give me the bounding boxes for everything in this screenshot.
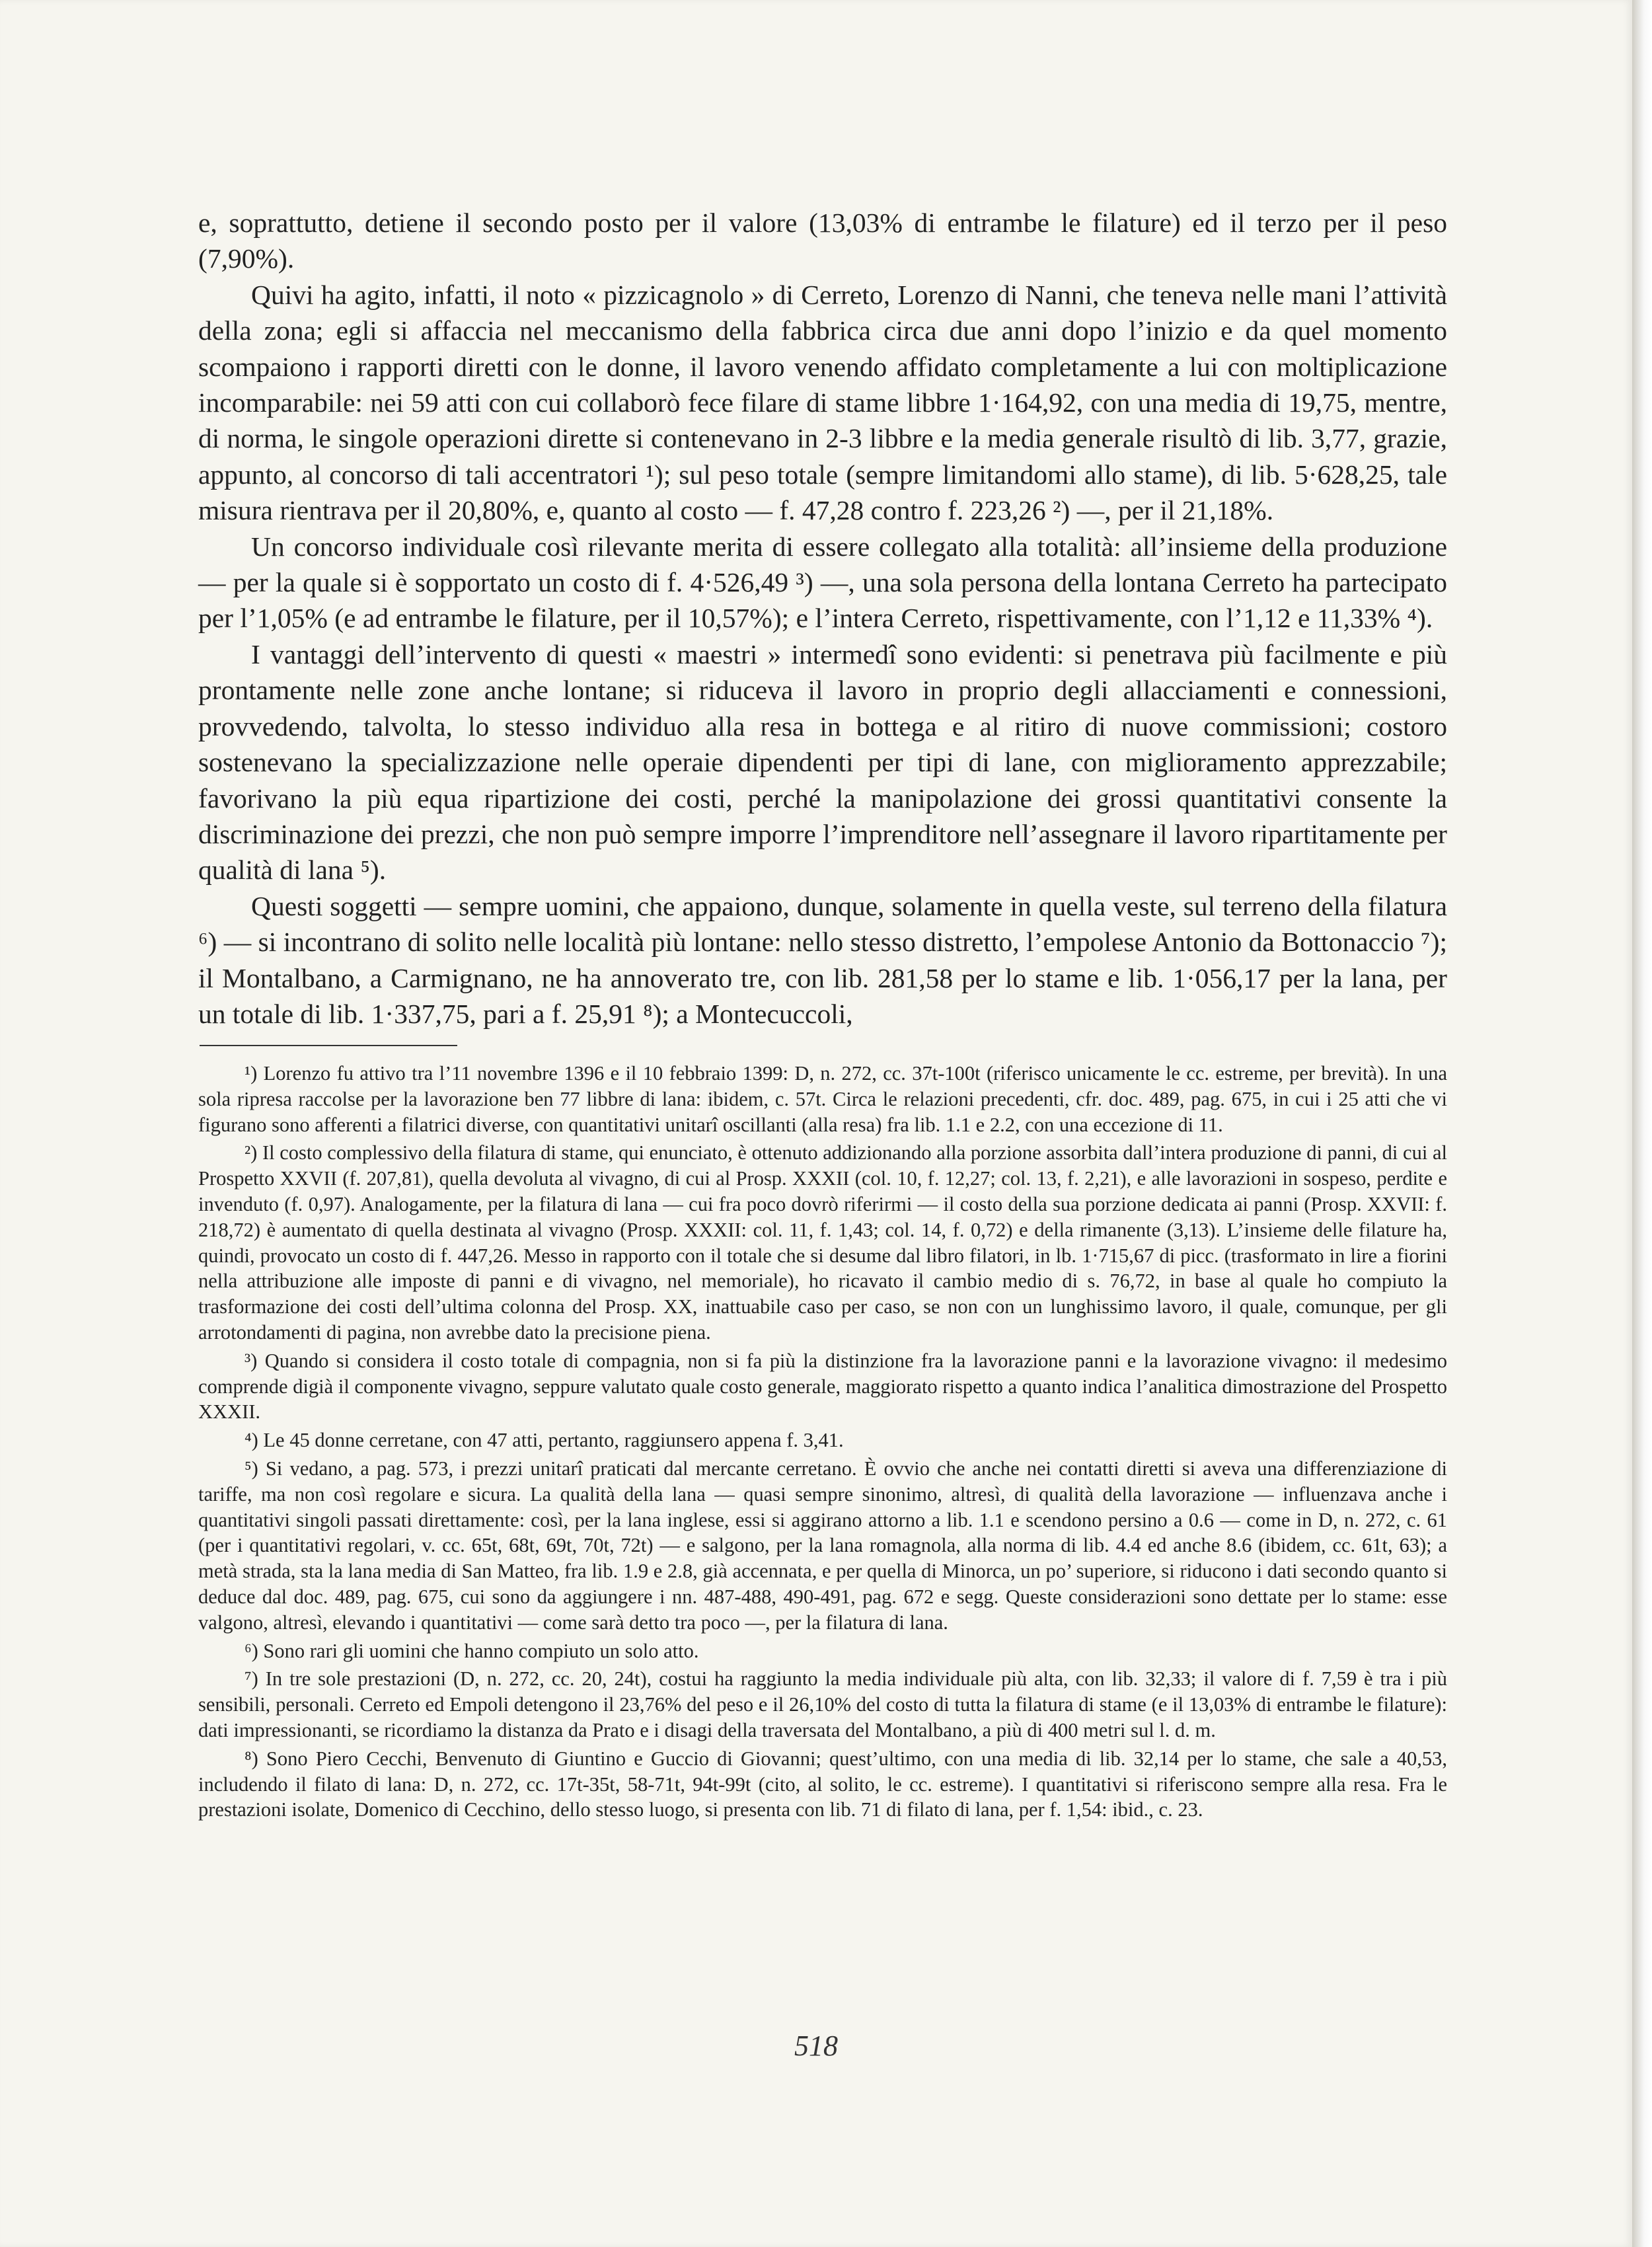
footnote: ⁵) Si vedano, a pag. 573, i prezzi unitarî praticati dal mercante cerretano. È ovvio che anche nei contatti diretti si aveva una differenziazione di tariffe, ma non così regolare e sicura. La qualità della lana — quasi sempre sinonimo, altresì, di qualità della lavorazione — influenzava anche i quantitativi singoli passati direttamente: così, per la lana inglese, essi si aggirano attorno a lib. 1.1 e scendono persino a 0.6 — come in D, n. 272, c. 61 (per i quantitativi regolari, v. cc. 65t, 68t, 69t, 70t, 72t) — e salgono, per la lana romagnola, alla norma di lib. 4.4 ed anche 8.6 (ibidem, cc. 61t, 63); a metà strada, sta la lana media di San Matteo, fra lib. 1.9 e 2.8, già accennata, e per quella di Minorca, un po’ superiore, si riducono i dati secondo quanto si deduce dal doc. 489, pag. 675, cui sono da aggiungere i nn. 487-488, 490-491, pag. 672 e segg. Queste considerazioni sono dettate per lo stame: esse valgono, altresì, elevando i quantitativi — come sarà detto tra poco —, per la filatura di lana.	[198, 1457, 1447, 1634]
footnote: ²) Il costo complessivo della filatura di stame, qui enunciato, è ottenuto addizionando alla porzione assorbita dall’intera produzione di panni, di cui al Prospetto XXVII (f. 207,81), quella devoluta al vivagno, di cui al Prosp. XXXII (col. 10, f. 12,27; col. 13, f. 2,21), e alle lavorazioni in sospeso, perdite e invenduto (f. 0,97). Analogamente, per la filatura di lana — cui fra poco dovrò riferirmi — il costo della sua porzione dedicata ai panni (Prosp. XXVII: f. 218,72) è aumentato di quella destinata al vivagno (Prosp. XXXII: col. 11, f. 1,43; col. 14, f. 0,72) e della rimanente (3,13). L’insieme delle filature ha, quindi, provocato un costo di f. 447,26. Messo in rapporto con il totale che si desume dal libro filatori, in lb. 1·715,67 di picc. (trasformato in lire a fiorini nella attribuzione alle imposte di panni e di vivagno, nel memoriale), ho ricavato il cambio medio di s. 76,72, in base al quale ho compiuto la trasformazione dei costi dell’ultima colonna del Prosp. XX, inattuabile caso per caso, se non con un lunghissimo lavoro, il quale, comunque, per gli arrotondamenti di pagina, non avrebbe dato la precisione piena.	[198, 1141, 1447, 1344]
footnote: ⁶) Sono rari gli uomini che hanno compiuto un solo atto.	[244, 1639, 699, 1662]
footnote: ³) Quando si considera il costo totale di compagnia, non si fa più la distinzione fra la lavorazione panni e la lavorazione vivagno: il medesimo comprende digià il componente vivagno, seppure valutato quale costo generale, maggiorato rispetto a quanto indica l’analitica dimostrazione del Prospetto XXXII.	[198, 1349, 1447, 1424]
footnotes	[198, 1061, 1447, 1825]
paragraph: Un concorso individuale così rilevante merita di essere collegato alla totalità: all’insieme della produzione — per la quale si è sopportato un costo di f. 4·526,49 ³) —, una sola persona della lontana Cerreto ha partecipato per l’1,05% (e ad entrambe le filature, per il 10,57%); e l’intera Cerreto, rispettivamente, con l’1,12 e 11,33% ⁴).	[198, 531, 1447, 634]
page-edge	[1632, 0, 1652, 2247]
footnote: ¹) Lorenzo fu attivo tra l’11 novembre 1396 e il 10 febbraio 1399: D, n. 272, cc. 37t-100t (riferisco unicamente le cc. estreme, per brevità). In una sola ripresa raccolse per la lavorazione ben 77 libbre di lana: ibidem, c. 57t. Circa le relazioni precedenti, cfr. doc. 489, pag. 675, in cui i 25 atti che vi figurano sono afferenti a filatrici diverse, con quantitativi unitarî oscillanti (alla resa) fra lib. 1.1 e 2.2, con una eccezione di 11.	[198, 1062, 1447, 1136]
paragraph: e, soprattutto, detiene il secondo posto per il valore (13,03% di entrambe le filature) ed il terzo per il peso (7,90%).	[198, 208, 1447, 274]
main-text	[198, 205, 1447, 1032]
footnote: ⁷) In tre sole prestazioni (D, n. 272, cc. 20, 24t), costui ha raggiunto la media individuale più alta, con lib. 32,33; il valore di f. 7,59 è tra i più sensibili, personali. Cerreto ed Empoli detengono il 23,76% del peso e il 26,10% del costo di tutta la filatura di stame (e il 13,03% di entrambe le filature): dati impressionanti, se ricordiamo la distanza da Prato e i disagi della traversata del Montalbano, a più di 400 metri sul l. d. m.	[198, 1667, 1447, 1741]
footnote: ⁸) Sono Piero Cecchi, Benvenuto di Giuntino e Guccio di Giovanni; quest’ultimo, con una media di lib. 32,14 per lo stame, che sale a 40,53, includendo il filato di lana: D, n. 272, cc. 17t-35t, 58-71t, 94t-99t (cito, al solito, le cc. estreme). I quantitativi si riferiscono sempre alla resa. Fra le prestazioni isolate, Domenico di Cecchino, dello stesso luogo, si presenta con lib. 71 di filato di lana, per f. 1,54: ibid., c. 23.	[198, 1747, 1447, 1821]
page-number: 518	[794, 2030, 838, 2062]
paragraph: Quivi ha agito, infatti, il noto « pizzicagnolo » di Cerreto, Lorenzo di Nanni, che teneva nelle mani l’attività della zona; egli si affaccia nel meccanismo della fabbrica circa due anni dopo l’inizio e da quel momento scompaiono i rapporti diretti con le donne, il lavoro venendo affidato completamente a lui con moltiplicazione incomparabile: nei 59 atti con cui collaborò fece filare di stame libbre 1·164,92, con una media di 19,75, mentre, di norma, le singole operazioni dirette si contenevano in 2-3 libbre e la media generale risultò di lib. 3,77, grazie, appunto, al concorso di tali accentratori ¹); sul peso totale (sempre limitandomi allo stame), di lib. 5·628,25, tale misura rientrava per il 20,80%, e, quanto al costo — f. 47,28 contro f. 223,26 ²) —, per il 21,18%.	[198, 279, 1447, 526]
footnote-divider	[200, 1045, 457, 1046]
paragraph: I vantaggi dell’intervento di questi « maestri » intermedî sono evidenti: si penetrava più facilmente e più prontamente nelle zone anche lontane; si riduceva il lavoro in proprio degli allacciamenti e connessioni, provvedendo, talvolta, lo stesso individuo alla resa in bottega e al ritiro di nuove commissioni; costoro sostenevano la specializzazione nelle operaie dipendenti per tipi di lane, con miglioramento apprezzabile; favorivano la più equa ripartizione dei costi, perché la manipolazione dei grossi quantitativi consente la discriminazione dei prezzi, che non può sempre imporre l’imprenditore nell’assegnare il lavoro ripartitamente per qualità di lana ⁵).	[198, 638, 1447, 886]
footnote: ⁴) Le 45 donne cerretane, con 47 atti, pertanto, raggiunsero appena f. 3,41.	[244, 1429, 844, 1452]
paragraph: Questi soggetti — sempre uomini, che appaiono, dunque, solamente in quella veste, sul terreno della filatura ⁶) — si incontrano di solito nelle località più lontane: nello stesso distretto, l’empolese Antonio da Bottonaccio ⁷); il Montalbano, a Carmignano, ne ha annoverato tre, con lib. 281,58 per lo stame e lib. 1·056,17 per la lana, per un totale di lib. 1·337,75, pari a f. 25,91 ⁸); a Montecuccoli,	[198, 890, 1447, 1029]
